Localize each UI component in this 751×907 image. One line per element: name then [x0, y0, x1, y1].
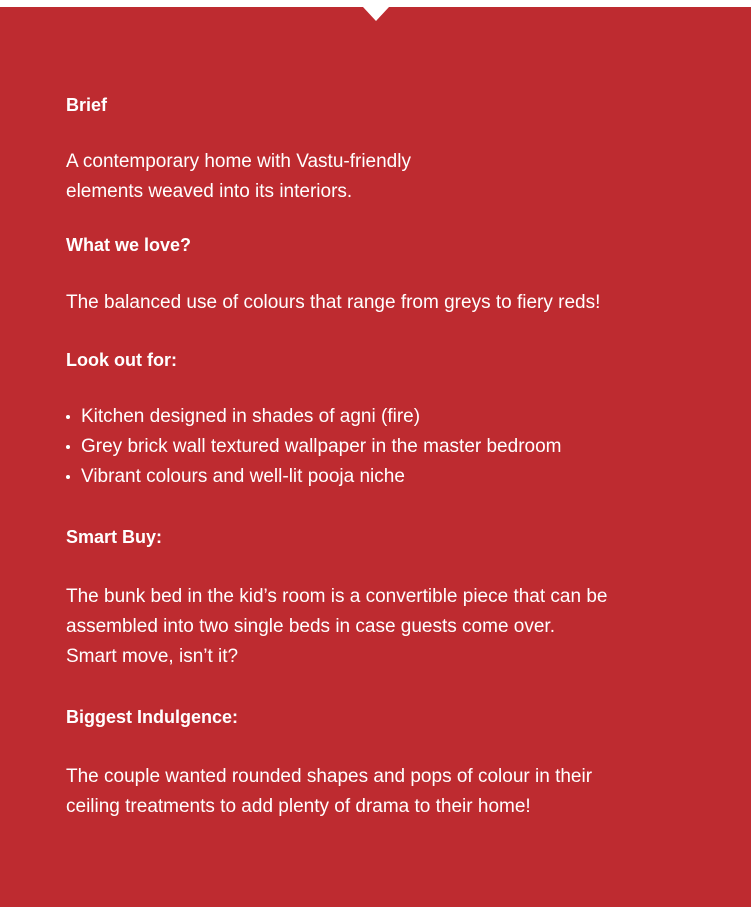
list-item [66, 402, 561, 432]
bullet-icon [66, 445, 70, 449]
smartbuy-heading: Smart Buy: [66, 527, 163, 547]
indulgence-line: The couple wanted rounded shapes and pops of colour in their [66, 766, 593, 787]
smartbuy-line: Smart move, isn’t it? [66, 646, 239, 667]
love-heading: What we love? [66, 235, 192, 255]
brief-text [66, 147, 411, 207]
brief-line: A contemporary home with Vastu-friendly [66, 151, 411, 172]
brief-line: elements weaved into its interiors. [66, 181, 353, 202]
list-item-text: Kitchen designed in shades of agni (fire) [81, 406, 421, 427]
bullet-icon [66, 415, 70, 419]
brief-heading: Brief [66, 95, 108, 115]
smartbuy-text [66, 582, 607, 672]
list-item [66, 432, 561, 462]
love-line: The balanced use of colours that range from greys to fiery reds! [66, 292, 601, 313]
bullet-icon [66, 475, 70, 479]
indulgence-text [66, 762, 592, 822]
love-text [66, 288, 600, 318]
smartbuy-line: assembled into two single beds in case guests come over. [66, 616, 555, 637]
list-item-text: Vibrant colours and well-lit pooja niche [81, 466, 405, 487]
lookout-list [66, 402, 561, 492]
lookout-heading: Look out for: [66, 350, 177, 370]
list-item-text: Grey brick wall textured wallpaper in the master bedroom [81, 436, 562, 457]
indulgence-line: ceiling treatments to add plenty of drama to their home! [66, 796, 531, 817]
list-item [66, 462, 561, 492]
indulgence-heading: Biggest Indulgence: [66, 707, 239, 727]
top-strip [0, 0, 751, 7]
smartbuy-line: The bunk bed in the kid’s room is a convertible piece that can be [66, 586, 608, 607]
pointer-notch [363, 7, 389, 21]
